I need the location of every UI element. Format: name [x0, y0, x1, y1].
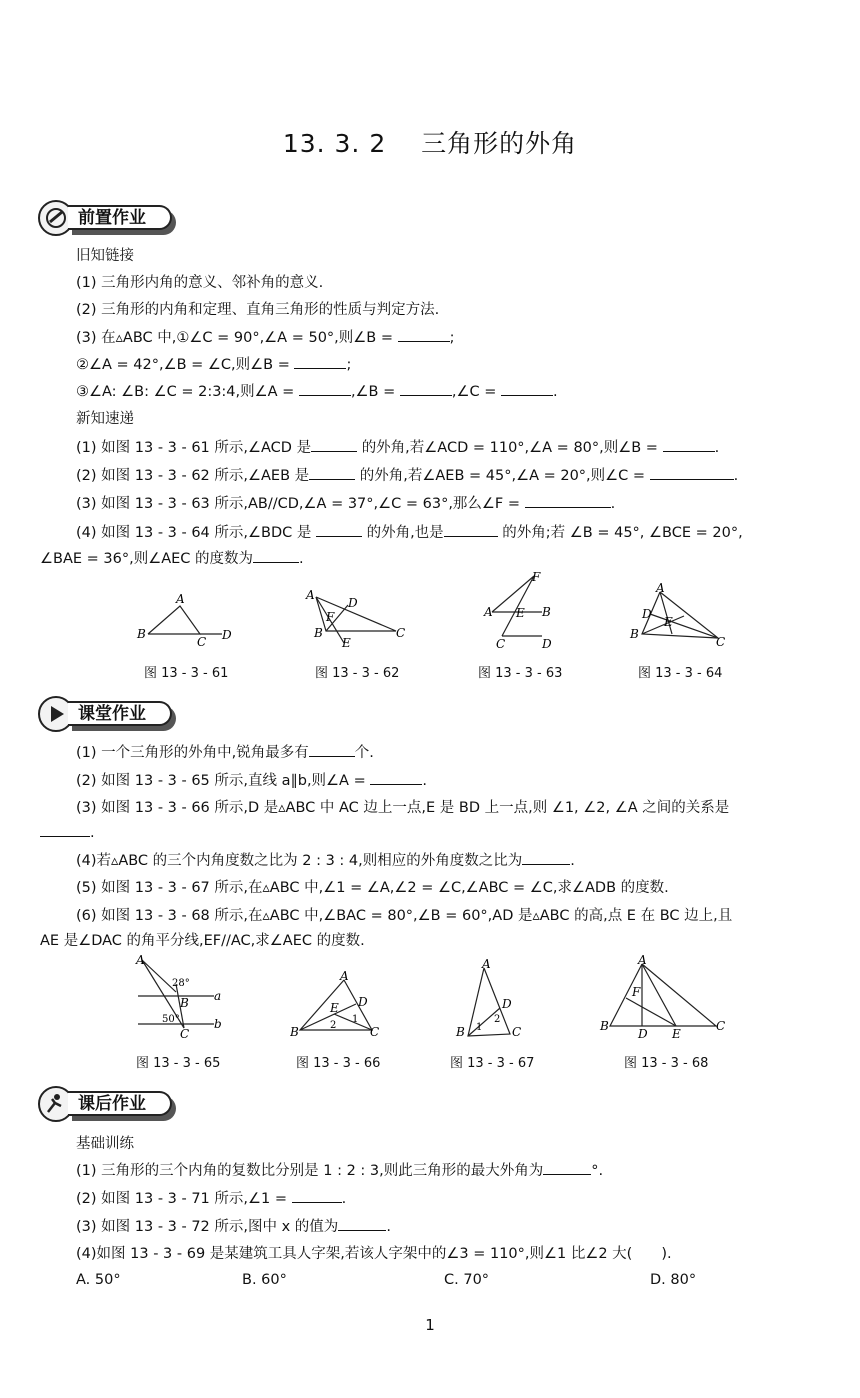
figure-13-3-62	[300, 585, 420, 655]
section-title: 前置作业	[68, 205, 172, 230]
section-title: 课后作业	[68, 1091, 172, 1116]
section-header-class	[38, 696, 178, 732]
svg-text:D: D	[222, 628, 232, 642]
svg-text:A: A	[176, 592, 185, 606]
section-header-after	[38, 1086, 178, 1122]
svg-text:D: D	[502, 997, 512, 1011]
svg-text:F: F	[632, 985, 641, 999]
figure-13-3-64	[628, 582, 728, 654]
svg-text:D: D	[638, 1027, 648, 1041]
text-line: (2) 三角形的内角和定理、直角三角形的性质与判定方法.	[76, 302, 440, 318]
text-line: (5) 如图 13 - 3 - 67 所示,在▵ABC 中,∠1 = ∠A,∠2 = ∠C,∠ABC = ∠C,求∠ADB 的度数.	[76, 880, 669, 896]
svg-text:A: A	[484, 605, 493, 619]
choice-option[interactable]: D. 80°	[650, 1272, 697, 1288]
text-line: (1) 三角形的三个内角的复数比分别是 1 : 2 : 3,则此三角形的最大外角为 °.	[76, 1160, 603, 1181]
subheading: 新知速递	[76, 411, 134, 427]
text-line: (2) 如图 13 - 3 - 62 所示,∠AEB 是 的外角,若∠AEB = 45°,∠A = 20°,则∠C = .	[76, 465, 738, 486]
text-line: (1) 三角形内角的意义、邻补角的意义.	[76, 275, 324, 291]
svg-text:B: B	[290, 1025, 299, 1039]
svg-text:A: A	[638, 954, 647, 967]
svg-text:B: B	[600, 1019, 609, 1033]
text-line: (4) 如图 13 - 3 - 64 所示,∠BDC 是 的外角,也是 的外角;若 ∠B = 45°, ∠BCE = 20°,	[76, 522, 743, 543]
svg-text:2: 2	[330, 1020, 337, 1031]
svg-text:B: B	[180, 996, 189, 1010]
svg-text:E: E	[342, 636, 351, 650]
figure-13-3-63	[480, 570, 560, 654]
choice-option[interactable]: B. 60°	[242, 1272, 287, 1288]
section-header-pre	[38, 200, 178, 236]
answer-blank[interactable]	[525, 493, 611, 508]
svg-text:2: 2	[494, 1014, 501, 1025]
answer-blank[interactable]	[309, 742, 355, 757]
text-line: (2) 如图 13 - 3 - 65 所示,直线 a∥b,则∠A = .	[76, 770, 427, 791]
answer-blank[interactable]	[311, 437, 357, 452]
svg-text:B: B	[137, 627, 146, 641]
text-line: (1) 一个三角形的外角中,锐角最多有 个.	[76, 742, 374, 763]
svg-text:D: D	[542, 637, 552, 651]
svg-text:1: 1	[352, 1014, 359, 1025]
text-line: AE 是∠DAC 的角平分线,EF//AC,求∠AEC 的度数.	[40, 933, 365, 949]
svg-text:C: C	[716, 635, 726, 649]
svg-text:C: C	[496, 637, 506, 651]
text-line: (4)如图 13 - 3 - 69 是某建筑工具人字架,若该人字架中的∠3 = 110°,则∠1 比∠2 大( ).	[76, 1246, 672, 1262]
angle-label: 50°	[162, 1014, 180, 1025]
svg-text:b: b	[214, 1017, 222, 1031]
figure-caption: 图 13 - 3 - 68	[624, 1056, 709, 1071]
answer-blank[interactable]	[650, 465, 734, 480]
figure-caption: 图 13 - 3 - 64	[638, 666, 723, 681]
answer-blank[interactable]	[663, 437, 715, 452]
answer-blank[interactable]	[309, 465, 355, 480]
text-line: (4)若▵ABC 的三个内角度数之比为 2 : 3 : 4,则相应的外角度数之比为 .	[76, 850, 575, 871]
text-line: (3) 在▵ABC 中,①∠C = 90°,∠A = 50°,则∠B = ;	[76, 327, 454, 348]
text-line: (3) 如图 13 - 3 - 72 所示,图中 x 的值为 .	[76, 1216, 391, 1237]
figure-13-3-61	[130, 590, 240, 650]
answer-blank[interactable]	[370, 770, 422, 785]
choice-option[interactable]: A. 50°	[76, 1272, 121, 1288]
svg-text:C: C	[716, 1019, 726, 1033]
svg-text:A: A	[656, 582, 665, 595]
subheading: 旧知链接	[76, 248, 134, 264]
figure-13-3-67	[452, 956, 532, 1042]
svg-text:C: C	[512, 1025, 522, 1039]
svg-text:1: 1	[476, 1022, 483, 1033]
svg-text:C: C	[370, 1025, 380, 1039]
svg-text:C: C	[396, 626, 406, 640]
figure-13-3-68	[596, 954, 728, 1042]
text-line: (6) 如图 13 - 3 - 68 所示,在▵ABC 中,∠BAC = 80°,∠B = 60°,AD 是▵ABC 的高,点 E 在 BC 边上,且	[76, 908, 733, 924]
svg-text:F: F	[532, 570, 541, 584]
text-line: ③∠A: ∠B: ∠C = 2:3:4,则∠A = ,∠B = ,∠C = .	[76, 381, 558, 402]
svg-text:C: C	[197, 635, 207, 649]
text-line: ②∠A = 42°,∠B = ∠C,则∠B = ;	[76, 354, 351, 375]
answer-blank[interactable]	[316, 522, 362, 537]
svg-text:F: F	[326, 610, 335, 624]
svg-text:A: A	[136, 954, 145, 967]
svg-text:B: B	[456, 1025, 465, 1039]
text-line: (1) 如图 13 - 3 - 61 所示,∠ACD 是 的外角,若∠ACD = 110°,∠A = 80°,则∠B = .	[76, 437, 719, 458]
figure-13-3-66	[290, 966, 390, 1042]
svg-text:B: B	[630, 627, 639, 641]
svg-text:D: D	[358, 995, 368, 1009]
figure-13-3-65	[128, 954, 228, 1044]
svg-text:C: C	[180, 1027, 190, 1041]
answer-blank[interactable]	[253, 548, 299, 563]
text-line: (2) 如图 13 - 3 - 71 所示,∠1 = .	[76, 1188, 346, 1209]
answer-blank[interactable]	[543, 1160, 591, 1175]
figure-caption: 图 13 - 3 - 61	[144, 666, 229, 681]
answer-blank[interactable]	[398, 327, 450, 342]
answer-blank[interactable]	[294, 354, 346, 369]
answer-blank[interactable]	[444, 522, 498, 537]
svg-text:D: D	[642, 607, 652, 621]
figure-caption: 图 13 - 3 - 66	[296, 1056, 381, 1071]
answer-blank[interactable]	[292, 1188, 342, 1203]
text-line: (3) 如图 13 - 3 - 66 所示,D 是▵ABC 中 AC 边上一点,E 是 BD 上一点,则 ∠1, ∠2, ∠A 之间的关系是	[76, 800, 730, 816]
figure-caption: 图 13 - 3 - 65	[136, 1056, 221, 1071]
answer-blank[interactable]	[501, 381, 553, 396]
figure-caption: 图 13 - 3 - 62	[315, 666, 400, 681]
svg-text:A: A	[306, 588, 315, 602]
svg-text:D: D	[348, 596, 358, 610]
page-title: 13. 3. 2 三角形的外角	[282, 129, 578, 158]
svg-text:E: E	[516, 606, 525, 620]
svg-text:A: A	[482, 957, 491, 971]
answer-blank[interactable]	[40, 822, 90, 837]
text-line: (3) 如图 13 - 3 - 63 所示,AB//CD,∠A = 37°,∠C = 63°,那么∠F = .	[76, 493, 615, 514]
svg-text:E: E	[672, 1027, 681, 1041]
text-line: ∠BAE = 36°,则∠AEC 的度数为 .	[40, 548, 304, 569]
svg-text:E: E	[664, 615, 673, 629]
figure-caption: 图 13 - 3 - 67	[450, 1056, 535, 1071]
text-line: .	[40, 822, 95, 843]
svg-text:B: B	[542, 605, 551, 619]
figure-caption: 图 13 - 3 - 63	[478, 666, 563, 681]
answer-blank[interactable]	[299, 381, 351, 396]
svg-text:a: a	[214, 989, 222, 1003]
answer-blank[interactable]	[522, 850, 570, 865]
answer-blank[interactable]	[338, 1216, 386, 1231]
svg-text:B: B	[314, 626, 323, 640]
angle-label: 28°	[172, 978, 190, 989]
svg-text:E: E	[330, 1001, 339, 1015]
svg-text:A: A	[340, 969, 349, 983]
page-number: 1	[425, 1316, 435, 1334]
subheading: 基础训练	[76, 1136, 134, 1152]
answer-blank[interactable]	[400, 381, 452, 396]
choice-option[interactable]: C. 70°	[444, 1272, 490, 1288]
section-title: 课堂作业	[68, 701, 172, 726]
